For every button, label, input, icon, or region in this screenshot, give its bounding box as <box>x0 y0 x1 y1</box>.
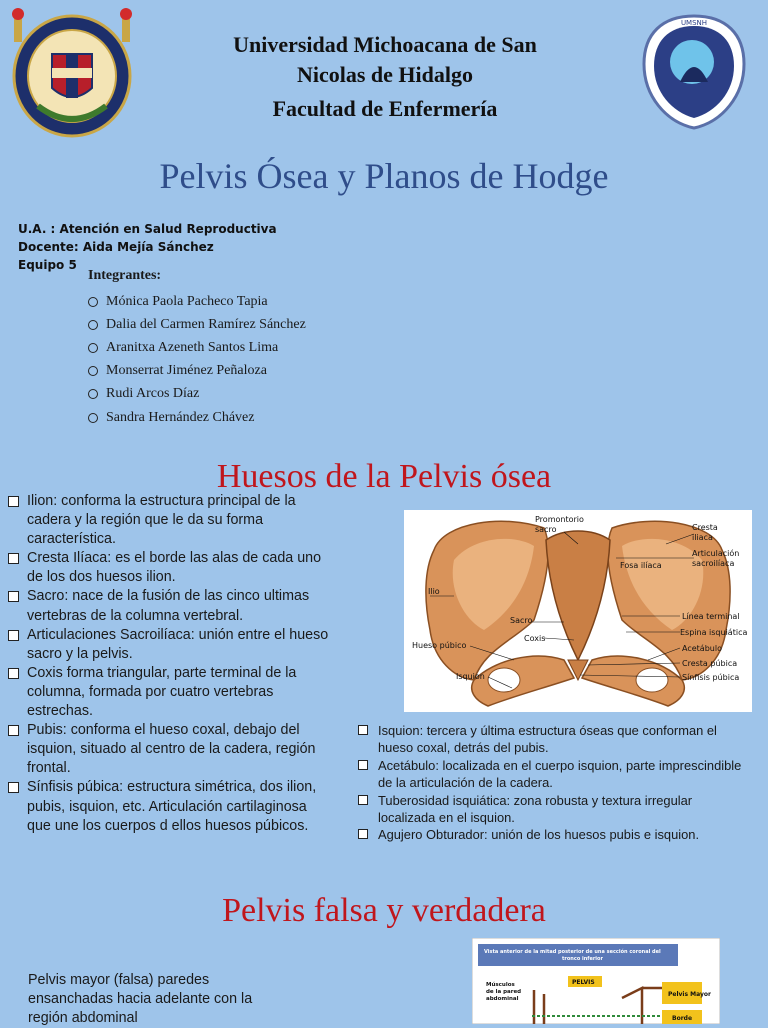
bone-description: Sacro: nace de la fusión de las cinco ultimas vertebras de la columna vertebral. <box>27 588 310 624</box>
label-espina: Espina isquiática <box>680 628 748 637</box>
members-list <box>88 290 306 429</box>
diagram-pelvis: PELVIS <box>572 979 595 986</box>
page-title: Pelvis Ósea y Planos de Hodge <box>159 156 609 196</box>
list-item <box>6 664 332 721</box>
circle-bullet-icon <box>88 343 98 353</box>
bone-list-right <box>356 722 751 844</box>
circle-bullet-icon <box>88 320 98 330</box>
list-item <box>6 626 332 664</box>
bone-description: Isquion: tercera y última estructura óseas que conforman el hueso coxal, detrás del pubis. <box>378 723 717 756</box>
checkbox-bullet-icon <box>8 496 19 507</box>
bone-description: Ilion: conforma la estructura principal de la cadera y la región que le da su forma característica. <box>27 493 296 548</box>
checkbox-bullet-icon <box>358 829 368 839</box>
label-iliaca: iliaca <box>692 533 713 542</box>
circle-bullet-icon <box>88 413 98 423</box>
checkbox-bullet-icon <box>8 668 19 679</box>
checkbox-bullet-icon <box>358 760 368 770</box>
list-item <box>6 549 332 587</box>
course-info <box>18 220 277 274</box>
checkbox-bullet-icon <box>8 553 19 564</box>
list-item <box>6 492 332 549</box>
list-item <box>356 792 751 827</box>
faculty-name: Facultad de Enfermería <box>272 96 498 121</box>
label-linea-terminal: Línea terminal <box>682 612 740 621</box>
member-name: Dalia del Carmen Ramírez Sánchez <box>106 316 306 332</box>
bone-description: Agujero Obturador: unión de los huesos pubis e isquion. <box>378 827 700 843</box>
university-name-line1: Universidad Michoacana de San <box>233 32 537 57</box>
bone-description: Articulaciones Sacroilíaca: unión entre el hueso sacro y la pelvis. <box>27 626 329 662</box>
member-name: Aranitxa Azeneth Santos Lima <box>106 339 279 355</box>
faculty-logo-lettering: UMSNH <box>680 19 708 27</box>
coronal-section-diagram <box>472 938 720 1024</box>
label-hueso-pubico: Hueso púbico <box>412 641 467 650</box>
faculty-logo <box>640 12 748 132</box>
list-item <box>88 336 306 359</box>
member-name: Sandra Hernández Chávez <box>106 409 255 425</box>
section-title-huesos: Huesos de la Pelvis ósea <box>216 458 552 495</box>
list-item <box>88 290 306 313</box>
list-item <box>6 721 332 778</box>
list-item <box>88 360 306 383</box>
diagram-borde: Borde <box>672 1015 693 1022</box>
label-promontorio: Promontorio <box>535 515 584 524</box>
members-label: Integrantes: <box>88 268 162 283</box>
course-ua: U.A. : Atención en Salud Reproductiva <box>18 222 277 236</box>
checkbox-bullet-icon <box>8 782 19 793</box>
course-equipo: Equipo 5 <box>18 258 77 272</box>
checkbox-bullet-icon <box>8 630 19 641</box>
list-item <box>6 778 332 835</box>
list-item <box>6 587 332 625</box>
diagram-musculos: Músculos de la pared abdominal <box>486 982 522 1002</box>
pelvis-mayor-text: Pelvis mayor (falsa) paredes ensanchadas hacia adelante con la región abdominal <box>28 972 253 1026</box>
bone-description: Acetábulo: localizada en el cuerpo isquion, parte imprescindible de la articulación de la cadera. <box>378 757 742 791</box>
checkbox-bullet-icon <box>8 725 19 736</box>
university-seal-logo <box>8 6 136 138</box>
label-articulacion: Articulación <box>692 549 740 558</box>
list-item <box>356 757 751 792</box>
diagram-pelvis-mayor: Pelvis Mayor <box>668 991 711 998</box>
label-cresta: Cresta <box>692 523 718 532</box>
list-item <box>88 406 306 429</box>
list-item <box>88 383 306 406</box>
course-docente: Docente: Aida Mejía Sánchez <box>18 240 214 254</box>
checkbox-bullet-icon <box>8 591 19 602</box>
bone-description: Coxis forma triangular, parte terminal de la columna, formada por cuatro vertebras estrechas. <box>27 664 297 720</box>
label-sacro: Sacro <box>510 616 533 625</box>
label-fosa-iliaca: Fosa ilíaca <box>620 561 662 570</box>
label-sacro-top: sacro <box>535 525 557 534</box>
circle-bullet-icon <box>88 366 98 376</box>
university-name-line2: Nicolas de Hidalgo <box>296 62 473 87</box>
member-name: Mónica Paola Pacheco Tapia <box>106 293 268 309</box>
circle-bullet-icon <box>88 297 98 307</box>
bone-description: Cresta Ilíaca: es el borde las alas de cada uno de los dos huesos ilion. <box>27 550 322 586</box>
list-item <box>88 313 306 336</box>
label-cresta-pubica: Cresta púbica <box>682 659 738 668</box>
bone-description: Pubis: conforma el hueso coxal, debajo del isquion, situado al centro de la cadera, región frontal. <box>27 722 316 777</box>
member-name: Monserrat Jiménez Peñaloza <box>106 363 267 379</box>
bone-description: Tuberosidad isquiática: zona robusta y textura irregular localizada en el isquion. <box>378 792 693 826</box>
diagram-header: Vista anterior de la mitad posterior de una sección coronal del tronco inferior <box>484 949 661 962</box>
university-name <box>150 30 620 90</box>
checkbox-bullet-icon <box>358 795 368 805</box>
label-acetabulo: Acetábulo <box>682 644 722 653</box>
section-title-pelvis: Pelvis falsa y verdadera <box>222 892 546 929</box>
member-name: Rudi Arcos Díaz <box>106 386 200 402</box>
circle-bullet-icon <box>88 389 98 399</box>
label-ilio: Ilio <box>428 587 440 596</box>
label-isquion: Isquion <box>456 672 485 681</box>
bone-description: Sínfisis púbica: estructura simétrica, dos ilion, pubis, isquion, etc. Articulación cartilaginosa que une los cuerpos d ellos huesos púbicos. <box>27 779 317 834</box>
label-sacroiliaca: sacroilíaca <box>692 559 735 568</box>
label-sinfisis: Sínfisis púbica <box>682 673 740 682</box>
list-item <box>356 826 751 843</box>
bone-list-left <box>6 492 332 836</box>
label-coxis: Coxis <box>524 634 546 643</box>
pelvis-illustration <box>404 510 752 712</box>
checkbox-bullet-icon <box>358 725 368 735</box>
list-item <box>356 722 751 757</box>
